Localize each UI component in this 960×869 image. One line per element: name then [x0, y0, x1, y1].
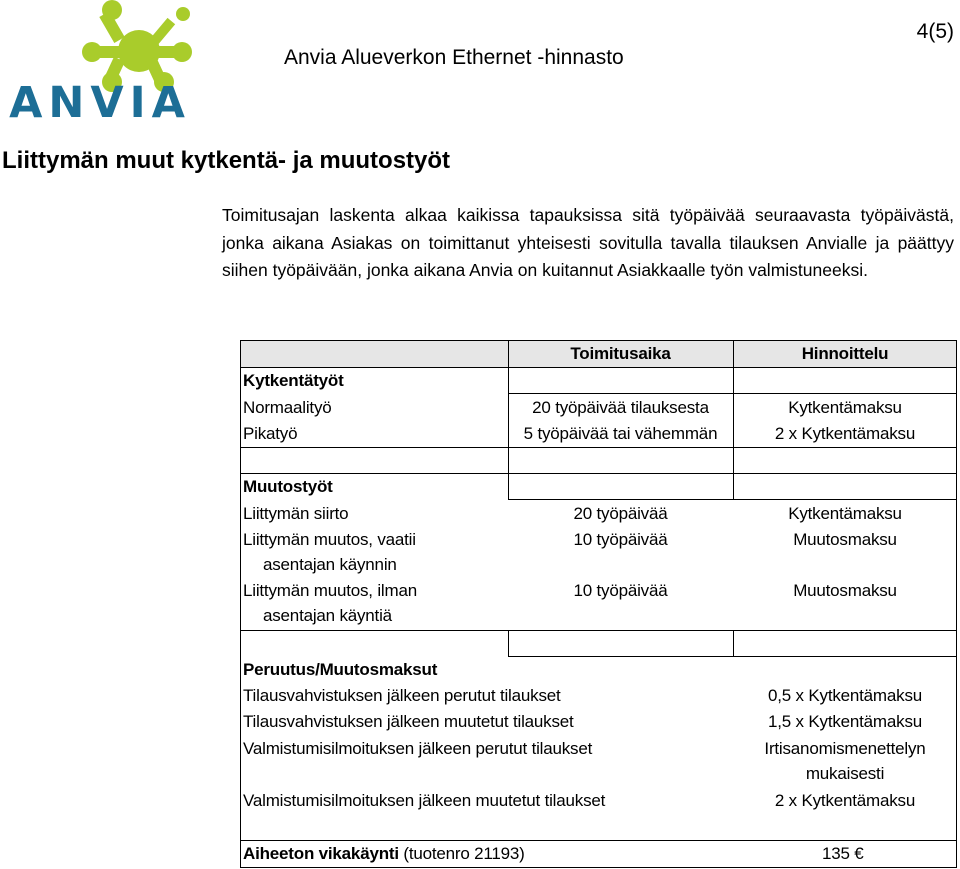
section-heading-kytkentatyot: Kytkentätyöt	[243, 371, 344, 390]
row-name-muutos-kaynnin	[243, 530, 416, 550]
row-name-valmistuminen-muutetut: Valmistumisilmoituksen jälkeen muutetut tilaukset	[243, 791, 606, 810]
row-name-vahvistus-muutetut: Tilausvahvistuksen jälkeen muutetut tilaukset	[243, 712, 574, 731]
row-pricing-normaalityo: Kytkentämaksu	[788, 398, 902, 417]
row-delivery-liittyman-siirto: 20 työpäivää	[573, 504, 668, 523]
row-name-liittyman-siirto: Liittymän siirto	[243, 504, 349, 523]
row-name-muutos-kaynnin-line2: asentajan käynnin	[263, 555, 397, 574]
logo-wordmark: ANVIA	[9, 78, 191, 125]
row-pricing-valmistuminen-perutut-line1: Irtisanomismenettelyn	[764, 739, 926, 758]
row-pricing-valmistuminen-perutut-line2: mukaisesti	[805, 764, 885, 783]
row-pricing-valmistuminen-muutetut: 2 x Kytkentämaksu	[774, 791, 916, 810]
footer-price: 135 €	[822, 844, 864, 863]
row-delivery-pikatyo: 5 työpäivää tai vähemmän	[523, 424, 718, 443]
row-name-muutos-kaynnin-cont	[243, 555, 397, 575]
row-name-valmistuminen-perutut: Valmistumisilmoituksen jälkeen perutut tilaukset	[243, 739, 593, 758]
row-name-pikatyo: Pikatyö	[243, 424, 298, 443]
intro-paragraph: Toimitusajan laskenta alkaa kaikissa tapauksissa sitä työpäivää seuraavasta työpäivästä, jonka aikana Asiakas on toimittanut yhteisesti sovitulla tavalla tilauksen Anvialle ja päättyy siihen työpäivään, jonka aikana Anvia on kuitannut Asiakkaalle työn valmistuneeksi.	[222, 205, 954, 280]
row-delivery-muutos-kaynnin: 10 työpäivää	[573, 530, 668, 549]
footer-label: Aiheeton vikakäynti	[243, 844, 399, 863]
section-title: Liittymän muut kytkentä- ja muutostyöt	[2, 147, 451, 174]
anvia-logo	[0, 0, 200, 125]
row-name-normaalityo: Normaalityö	[243, 398, 332, 417]
page-number: 4(5)	[916, 20, 954, 43]
section-heading-muutostyot: Muutostyöt	[243, 477, 333, 496]
row-delivery-muutos-ilman: 10 työpäivää	[573, 581, 668, 600]
row-pricing-pikatyo: 2 x Kytkentämaksu	[774, 424, 916, 443]
row-pricing-muutos-ilman: Muutosmaksu	[793, 581, 897, 600]
row-name-muutos-ilman	[243, 581, 417, 601]
row-name-muutos-kaynnin-line1: Liittymän muutos, vaatii	[243, 530, 416, 549]
section-heading-peruutus: Peruutus/Muutosmaksut	[243, 660, 438, 679]
row-pricing-muutos-kaynnin: Muutosmaksu	[793, 530, 897, 549]
row-name-muutos-ilman-line2: asentajan käyntiä	[263, 606, 392, 625]
footer-row	[243, 844, 525, 864]
row-pricing-vahvistus-muutetut: 1,5 x Kytkentämaksu	[768, 712, 922, 731]
pricing-table	[240, 340, 957, 868]
document-header-title: Anvia Alueverkon Ethernet -hinnasto	[284, 46, 624, 69]
footer-product: (tuotenro 21193)	[403, 844, 525, 863]
col-header-hinnoittelu: Hinnoittelu	[801, 344, 889, 363]
row-delivery-normaalityo: 20 työpäivää tilauksesta	[532, 398, 709, 417]
col-header-toimitusaika: Toimitusaika	[570, 344, 671, 363]
row-name-muutos-ilman-cont	[243, 606, 392, 626]
row-pricing-liittyman-siirto: Kytkentämaksu	[788, 504, 902, 523]
row-name-vahvistus-perutut: Tilausvahvistuksen jälkeen perutut tilaukset	[243, 686, 561, 705]
row-name-muutos-ilman-line1: Liittymän muutos, ilman	[243, 581, 417, 600]
row-pricing-vahvistus-perutut: 0,5 x Kytkentämaksu	[768, 686, 922, 705]
